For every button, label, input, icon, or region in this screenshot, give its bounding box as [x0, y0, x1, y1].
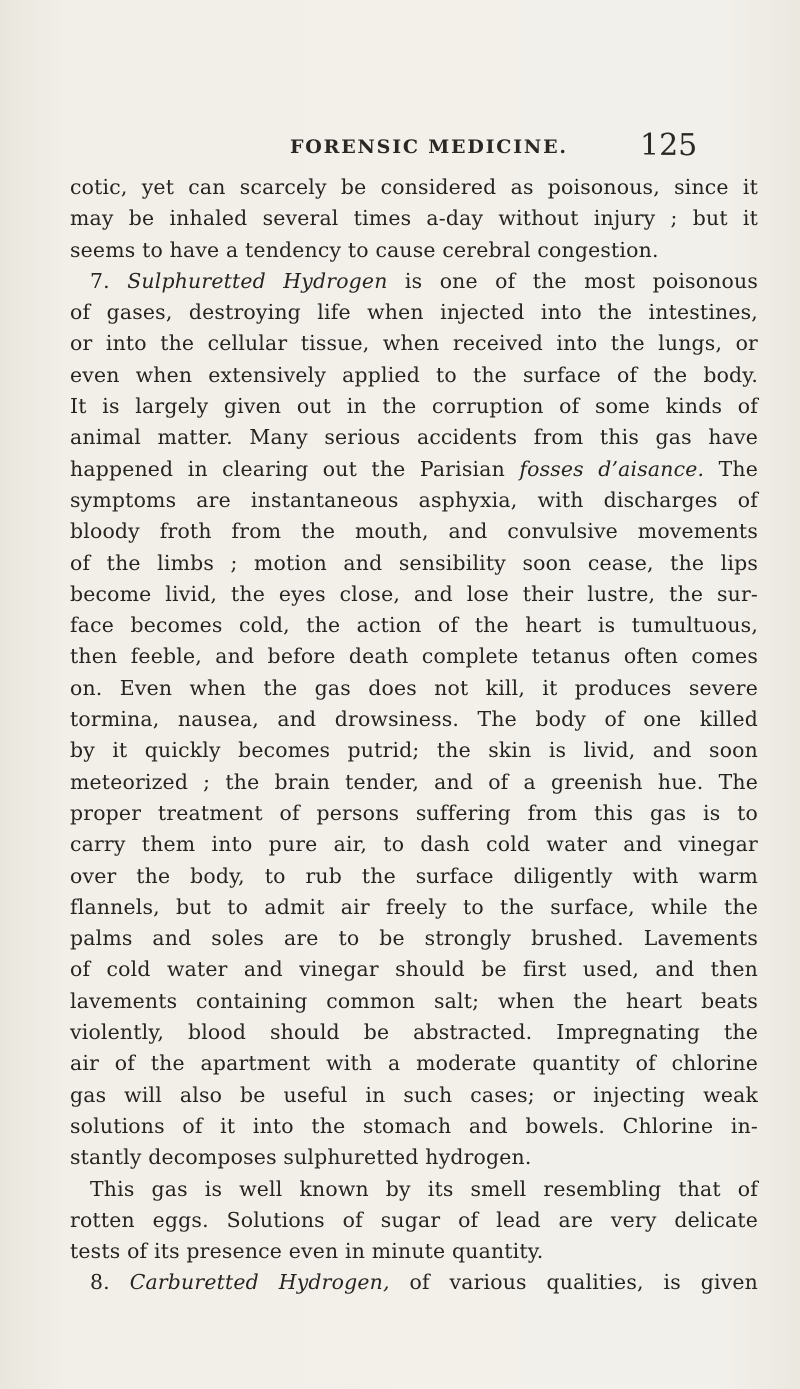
- text-segment: even when extensively applied to the surface of the body.: [70, 362, 758, 387]
- text-line: [70, 1142, 758, 1173]
- text-segment: air of the apartment with a moderate quantity of chlorine: [70, 1051, 758, 1076]
- text-line: [70, 297, 758, 328]
- text-segment: flannels, but to admit air freely to the surface, while the: [70, 894, 758, 919]
- text-line: [70, 172, 758, 203]
- text-segment: The: [704, 456, 758, 481]
- text-segment: animal matter. Many serious accidents from this gas have: [70, 425, 758, 450]
- text-line: [70, 422, 758, 453]
- text-segment: meteorized ; the brain tender, and of a greenish hue. The: [70, 769, 758, 794]
- text-segment: may be inhaled several times a-day without injury ; but it: [70, 206, 758, 231]
- text-segment: This gas is well known by its smell resembling that of: [90, 1176, 758, 1201]
- text-line: [70, 673, 758, 704]
- text-line: [70, 986, 758, 1017]
- text-segment: of the limbs ; motion and sensibility soon cease, the lips: [70, 550, 758, 575]
- text-line: [70, 798, 758, 829]
- text-line: [70, 1111, 758, 1142]
- text-segment: 7.: [90, 268, 128, 293]
- text-segment: by it quickly becomes putrid; the skin is livid, and soon: [70, 738, 758, 763]
- text-line: [70, 641, 758, 672]
- text-line: [70, 829, 758, 860]
- text-segment: bloody froth from the mouth, and convulsive movements: [70, 519, 758, 544]
- running-title: FORENSIC MEDICINE.: [290, 136, 568, 158]
- text-line: [70, 1048, 758, 1079]
- text-segment: tormina, nausea, and drowsiness. The body of one killed: [70, 707, 758, 732]
- text-segment: of cold water and vinegar should be first used, and then: [70, 957, 758, 982]
- text-segment: happened in clearing out the Parisian: [70, 456, 520, 481]
- text-segment: cotic, yet can scarcely be considered as poisonous, since it: [70, 175, 758, 199]
- text-segment: palms and soles are to be strongly brushed. Lavements: [70, 926, 758, 951]
- text-line: [70, 610, 758, 641]
- text-segment: on. Even when the gas does not kill, it produces severe: [70, 675, 758, 700]
- text-segment: tests of its presence even in minute quantity.: [70, 1239, 544, 1264]
- text-line: [70, 1017, 758, 1048]
- text-segment: or into the cellular tissue, when received into the lungs, or: [70, 331, 758, 356]
- text-line: [70, 923, 758, 954]
- text-segment: carry them into pure air, to dash cold water and vinegar: [70, 832, 758, 857]
- text-segment: become livid, the eyes close, and lose their lustre, the sur-: [70, 581, 758, 606]
- italic-text: Sulphuretted Hydrogen: [127, 268, 388, 293]
- text-segment: 8.: [90, 1270, 130, 1295]
- page-number: 125: [640, 128, 698, 163]
- text-line: [70, 235, 758, 266]
- text-line: [70, 579, 758, 610]
- text-line: [70, 1080, 758, 1111]
- text-line: [70, 861, 758, 892]
- text-segment: It is largely given out in the corruption of some kinds of: [70, 394, 758, 419]
- text-segment: violently, blood should be abstracted. Impregnating the: [70, 1020, 758, 1045]
- text-line: [70, 1267, 758, 1298]
- text-segment: seems to have a tendency to cause cerebral congestion.: [70, 237, 659, 262]
- text-line: [70, 735, 758, 766]
- text-line: [70, 1174, 758, 1205]
- text-line: [70, 548, 758, 579]
- text-segment: stantly decomposes sulphuretted hydrogen.: [70, 1145, 532, 1170]
- text-line: [70, 1236, 758, 1267]
- text-segment: gas will also be useful in such cases; or injecting weak: [70, 1082, 758, 1107]
- text-segment: symptoms are instantaneous asphyxia, with discharges of: [70, 487, 758, 512]
- text-segment: then feeble, and before death complete tetanus often comes: [70, 644, 758, 669]
- text-line: [70, 485, 758, 516]
- text-line: [70, 391, 758, 422]
- text-segment: face becomes cold, the action of the heart is tumultuous,: [70, 613, 758, 638]
- text-segment: is one of the most poisonous: [387, 268, 758, 293]
- text-line: [70, 266, 758, 297]
- text-segment: of gases, destroying life when injected into the intestines,: [70, 300, 758, 325]
- text-line: [70, 704, 758, 735]
- text-line: [70, 892, 758, 923]
- text-line: [70, 954, 758, 985]
- text-segment: lavements containing common salt; when the heart beats: [70, 988, 758, 1013]
- text-segment: proper treatment of persons suffering from this gas is to: [70, 800, 758, 825]
- text-line: [70, 203, 758, 234]
- text-line: [70, 360, 758, 391]
- italic-text: fosses d’aisance.: [519, 456, 705, 481]
- text-line: [70, 1205, 758, 1236]
- text-segment: of various qualities, is given: [389, 1270, 758, 1295]
- text-segment: rotten eggs. Solutions of sugar of lead are very delicate: [70, 1207, 758, 1232]
- text-line: [70, 516, 758, 547]
- italic-text: Carburetted Hydrogen,: [129, 1270, 390, 1295]
- text-line: [70, 454, 758, 485]
- running-head: [0, 128, 800, 168]
- body-text: [70, 172, 758, 1299]
- text-line: [70, 328, 758, 359]
- text-segment: over the body, to rub the surface diligently with warm: [70, 863, 758, 888]
- text-line: [70, 767, 758, 798]
- text-segment: solutions of it into the stomach and bowels. Chlorine in-: [70, 1113, 758, 1138]
